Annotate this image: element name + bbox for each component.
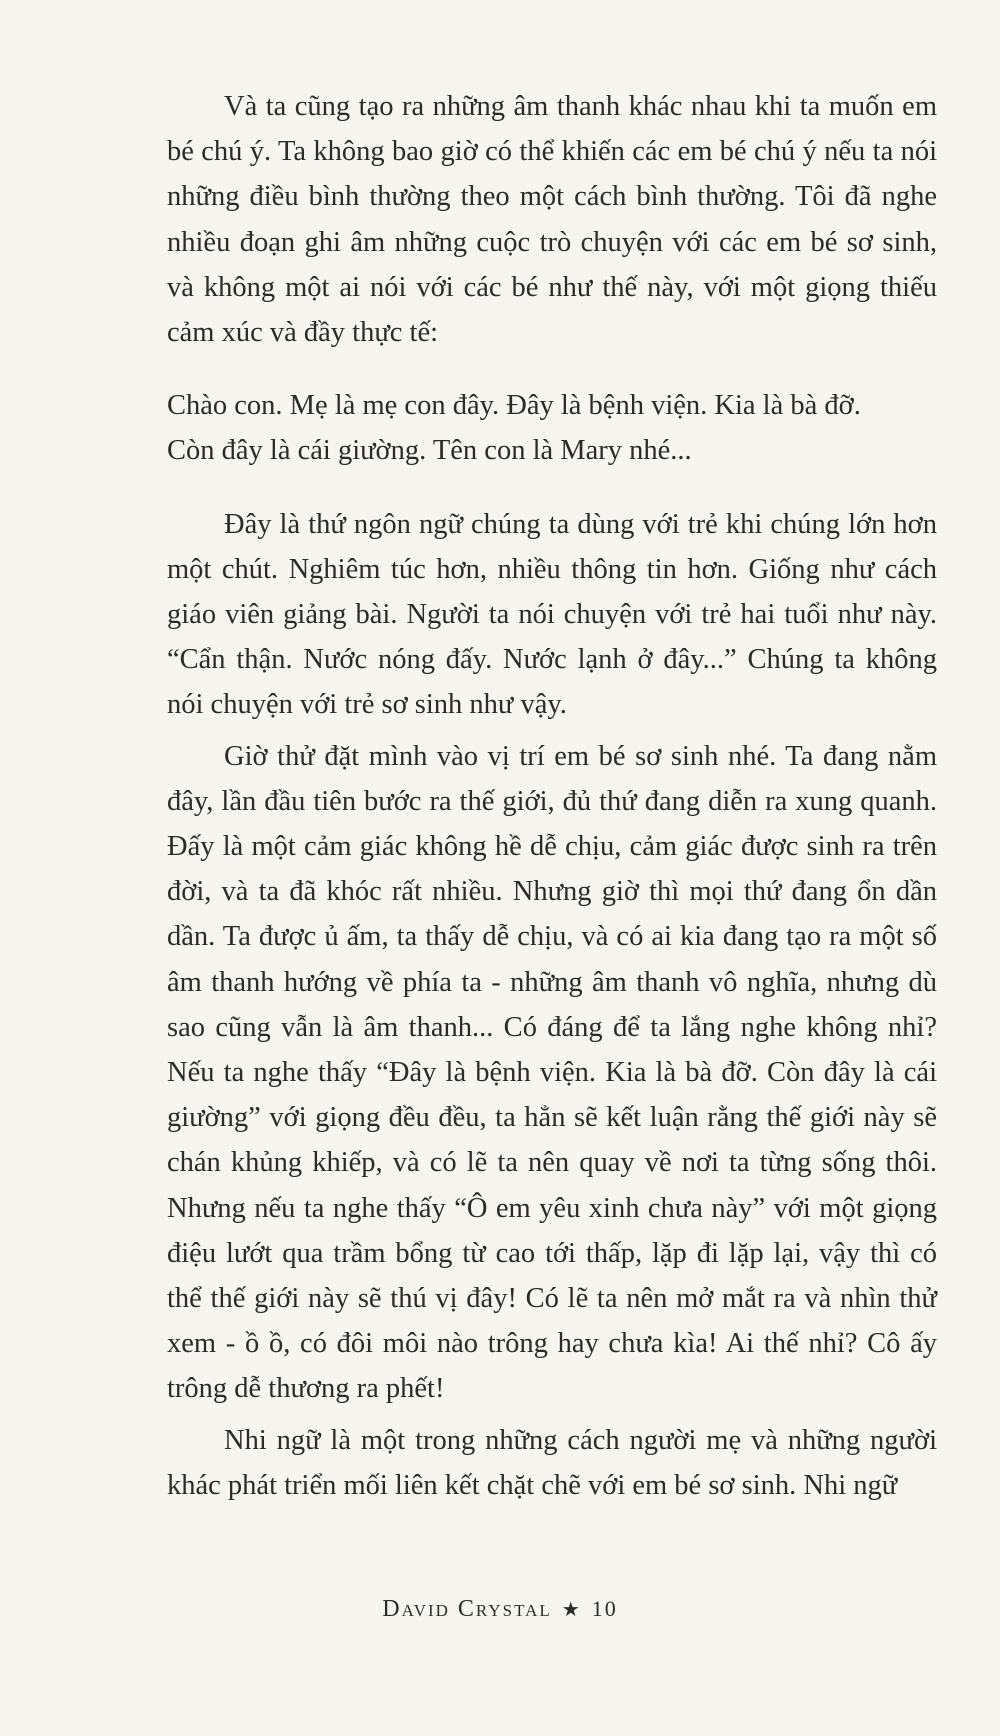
quote-block bbox=[167, 383, 937, 473]
quote-line-2: Còn đây là cái giường. Tên con là Mary nhé... bbox=[167, 435, 692, 467]
page-footer bbox=[0, 1596, 1000, 1623]
page-number: 10 bbox=[591, 1596, 618, 1621]
paragraph-3: Giờ thử đặt mình vào vị trí em bé sơ sinh nhé. Ta đang nằm đây, lần đầu tiên bước ra thế giới, đủ thứ đang diễn ra xung quanh. Đấy là một cảm giác không hề dễ chịu, cảm giác được sinh ra trên đời, và ta đã khóc rất nhiều. Nhưng giờ thì mọi thứ đang ổn dần dần. Ta được ủ ấm, ta thấy dễ chịu, và có ai kia đang tạo ra một số âm thanh hướng về phía ta - những âm thanh vô nghĩa, nhưng dù sao cũng vẫn là âm thanh... Có đáng để ta lắng nghe không nhỉ? Nếu ta nghe thấy “Đây là bệnh viện. Kia là bà đỡ. Còn đây là cái giường” với giọng đều đều, ta hẳn sẽ kết luận rằng thế giới này sẽ chán khủng khiếp, và có lẽ ta nên quay về nơi ta từng sống thôi. Nhưng nếu ta nghe thấy “Ô em yêu xinh chưa này” với một giọng điệu lướt qua trầm bổng từ cao tới thấp, lặp đi lặp lại, vậy thì có thể thế giới này sẽ thú vị đây! Có lẽ ta nên mở mắt ra và nhìn thử xem - ồ ồ, có đôi môi nào trông hay chưa kìa! Ai thế nhỉ? Cô ấy trông dễ thương ra phết! bbox=[167, 740, 937, 1405]
body-text bbox=[167, 84, 937, 1514]
quote-line-1: Chào con. Mẹ là mẹ con đây. Đây là bệnh viện. Kia là bà đỡ. bbox=[167, 390, 861, 422]
paragraph-4: Nhi ngữ là một trong những cách người mẹ và những người khác phát triển mối liên kết chặt chẽ với em bé sơ sinh. Nhi ngữ bbox=[167, 1424, 937, 1501]
star-icon: ★ bbox=[561, 1599, 582, 1621]
paragraph-2: Đây là thứ ngôn ngữ chúng ta dùng với trẻ khi chúng lớn hơn một chút. Nghiêm túc hơn, nhiều thông tin hơn. Giống như cách giáo viên giảng bài. Người ta nói chuyện với trẻ hai tuổi như này. “Cẩn thận. Nước nóng đấy. Nước lạnh ở đây...” Chúng ta không nói chuyện với trẻ sơ sinh như vậy. bbox=[167, 508, 937, 721]
paragraph-1: Và ta cũng tạo ra những âm thanh khác nhau khi ta muốn em bé chú ý. Ta không bao giờ có thể khiến các em bé chú ý nếu ta nói những điều bình thường theo một cách bình thường. Tôi đã nghe nhiều đoạn ghi âm những cuộc trò chuyện với các em bé sơ sinh, và không một ai nói với các bé như thế này, với một giọng thiếu cảm xúc và đầy thực tế: bbox=[167, 91, 937, 349]
footer-author: David Crystal bbox=[382, 1596, 552, 1622]
